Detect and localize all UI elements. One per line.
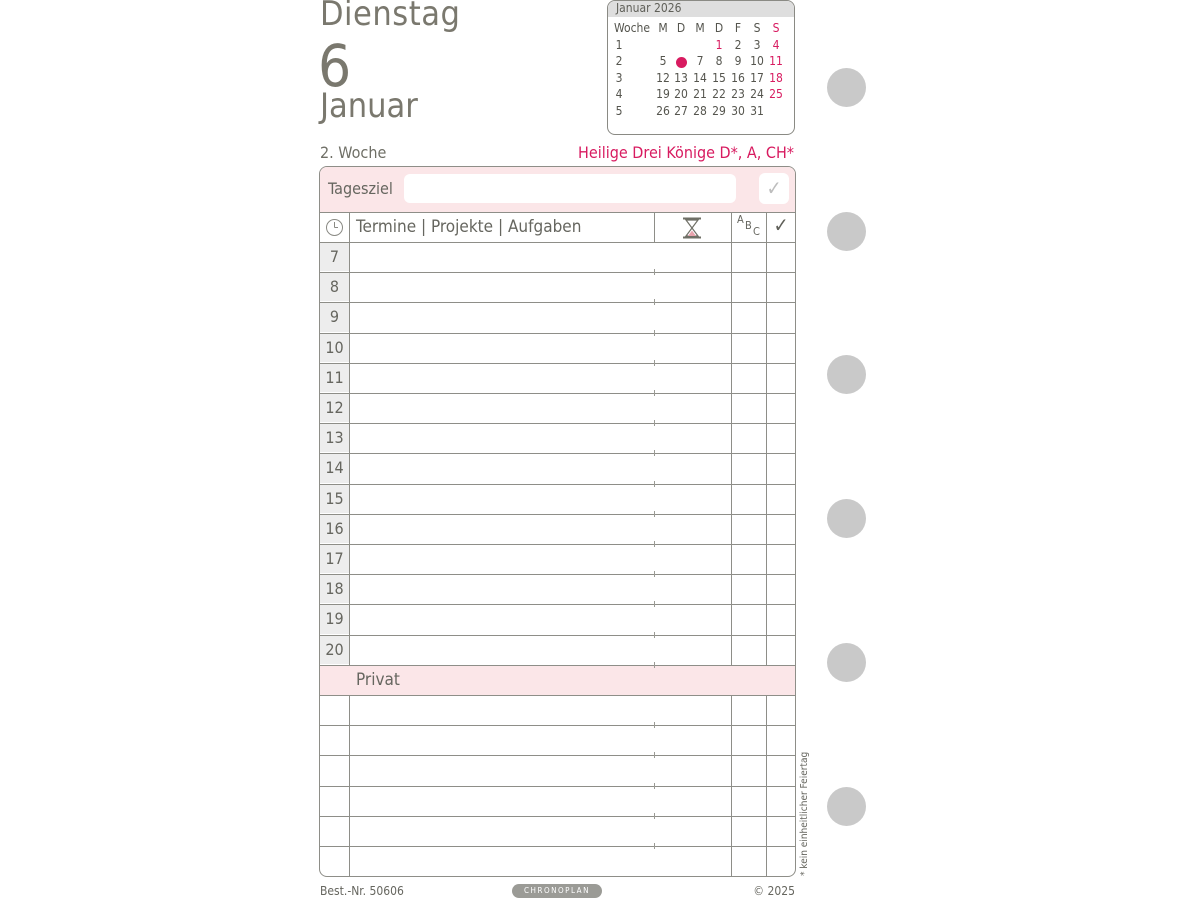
priority-c: C (753, 225, 760, 238)
row-divider (320, 846, 795, 847)
hour-label: 7 (329, 247, 340, 266)
punch-hole (827, 355, 866, 394)
priority-b: B (745, 219, 752, 232)
mini-calendar-day: 10 (750, 54, 764, 69)
duration-column-divider (654, 212, 655, 242)
duration-tick (654, 632, 655, 638)
row-divider (320, 786, 795, 787)
clock-icon (325, 218, 344, 237)
mini-calendar-day: 11 (769, 54, 783, 69)
mini-calendar-title: Januar 2026 (616, 1, 682, 15)
hour-label: 14 (325, 458, 344, 478)
hour-label: 8 (329, 277, 340, 297)
mini-calendar-day-header: S (772, 21, 780, 35)
hour-slot[interactable] (350, 604, 731, 633)
mini-calendar-day: 27 (674, 104, 688, 118)
day-planner (319, 166, 796, 877)
mini-calendar-day: 29 (712, 104, 726, 118)
holiday-label: Heilige Drei Könige D*, A, CH* (578, 143, 794, 162)
duration-tick (654, 541, 655, 547)
hour-label: 15 (325, 488, 344, 508)
private-section-label: Privat (356, 670, 400, 690)
daily-goal-check[interactable]: ✓ (759, 173, 789, 204)
hour-slot[interactable] (350, 544, 731, 573)
row-divider (320, 363, 795, 364)
row-divider (320, 725, 795, 726)
mini-calendar-day: 20 (674, 87, 688, 102)
mini-calendar-today-marker (676, 57, 687, 68)
row-divider (320, 574, 795, 575)
mini-calendar-week-number: 2 (615, 54, 623, 69)
mini-calendar-day-header: D (714, 21, 724, 35)
mini-calendar-day-header: M (658, 21, 668, 35)
holiday-footnote-text: * kein einheitlicher Feiertag (799, 751, 810, 876)
done-column-icon: ✓ (773, 213, 789, 237)
mini-calendar-day-header: F (734, 21, 742, 35)
hour-slot[interactable] (350, 574, 731, 603)
mini-calendar-day: 22 (712, 87, 726, 102)
mini-calendar-day: 14 (693, 70, 707, 85)
row-divider (320, 242, 795, 243)
row-divider (320, 272, 795, 273)
mini-calendar-day: 8 (715, 54, 723, 69)
row-divider (320, 423, 795, 424)
mini-calendar-day: 24 (750, 87, 764, 102)
row-divider (320, 635, 795, 636)
mini-calendar-day: 18 (769, 70, 783, 85)
duration-tick (654, 813, 655, 819)
duration-tick (654, 511, 655, 517)
weekday-title: Dienstag (320, 0, 461, 34)
mini-calendar-day: 12 (656, 70, 670, 85)
duration-tick (654, 390, 655, 396)
hour-slot[interactable] (350, 302, 731, 331)
hour-slot[interactable] (350, 514, 731, 543)
priority-a: A (737, 213, 744, 226)
duration-tick (654, 299, 655, 305)
mini-calendar-day: 19 (656, 87, 670, 102)
mini-calendar-day: 15 (712, 70, 726, 85)
mini-calendar-day: 30 (731, 104, 745, 118)
row-divider (320, 514, 795, 515)
duration-tick (654, 269, 655, 275)
duration-tick (654, 450, 655, 456)
duration-tick (654, 360, 655, 366)
mini-calendar-day: 4 (772, 37, 780, 52)
punch-hole (827, 787, 866, 826)
hour-label: 20 (325, 639, 344, 659)
row-divider (320, 484, 795, 485)
duration-tick (654, 662, 655, 668)
duration-tick (654, 843, 655, 849)
daily-goal-field[interactable] (404, 174, 736, 203)
mini-calendar-day: 21 (693, 87, 707, 102)
duration-tick (654, 783, 655, 789)
abc-priority-label (736, 213, 764, 239)
row-divider (320, 604, 795, 605)
month-title: Januar (320, 86, 418, 126)
mini-calendar-day: 1 (715, 37, 723, 52)
punch-hole (827, 212, 866, 251)
mini-calendar-day-header: M (695, 21, 705, 35)
mini-calendar-day: 7 (696, 54, 704, 69)
row-divider (320, 695, 795, 696)
hour-slot[interactable] (350, 272, 731, 301)
row-divider (320, 453, 795, 454)
hour-slot[interactable] (350, 242, 731, 271)
hour-label: 18 (325, 579, 344, 599)
hour-slot[interactable] (350, 484, 731, 513)
hour-label: 12 (325, 398, 344, 417)
copyright: © 2025 (753, 884, 795, 898)
mini-calendar-day-header: D (676, 21, 686, 35)
row-divider (320, 393, 795, 394)
mini-calendar-day-header: S (753, 21, 761, 35)
daily-goal-row (320, 167, 795, 213)
mini-calendar-week-number: 1 (615, 37, 623, 52)
hour-slot[interactable] (350, 453, 731, 482)
hour-slot[interactable] (350, 333, 731, 362)
daily-goal-label: Tagesziel (328, 179, 393, 198)
mini-calendar-day: 17 (750, 70, 764, 85)
hour-label: 10 (325, 337, 344, 357)
duration-tick (654, 481, 655, 487)
hour-label: 19 (325, 609, 344, 629)
mini-calendar-day: 5 (659, 54, 667, 69)
duration-tick (654, 752, 655, 758)
punch-hole (827, 499, 866, 538)
row-divider (320, 544, 795, 545)
duration-tick (654, 722, 655, 728)
mini-calendar-day: 9 (734, 54, 742, 69)
mini-calendar-day: 23 (731, 87, 745, 102)
duration-tick (654, 330, 655, 336)
mini-calendar-day: 16 (731, 70, 745, 85)
mini-calendar-day: 13 (674, 70, 688, 85)
mini-calendar-week-header: Woche (614, 21, 650, 35)
column-header-tasks: Termine | Projekte | Aufgaben (356, 217, 582, 237)
brand-logo: CHRONOPLAN (512, 884, 602, 898)
row-divider (320, 333, 795, 334)
hourglass-icon (682, 217, 702, 239)
hour-slot[interactable] (350, 363, 731, 392)
hour-slot[interactable] (350, 423, 731, 452)
mini-calendar-day: 3 (753, 37, 761, 52)
order-number: Best.-Nr. 50606 (320, 884, 404, 898)
mini-calendar-week-number: 5 (615, 104, 623, 118)
hour-label: 13 (325, 428, 344, 448)
mini-calendar-day: 28 (693, 104, 707, 118)
mini-calendar-week-number: 3 (615, 70, 623, 85)
duration-tick (654, 571, 655, 577)
mini-calendar-day: 26 (656, 104, 670, 118)
week-label: 2. Woche (320, 143, 387, 162)
mini-calendar-day: 25 (769, 87, 783, 102)
mini-calendar-week-number: 4 (615, 87, 623, 102)
holiday-footnote (797, 738, 815, 876)
duration-tick (654, 601, 655, 607)
row-divider (320, 755, 795, 756)
mini-calendar (607, 0, 795, 135)
row-divider (320, 302, 795, 303)
hour-label: 11 (325, 367, 344, 387)
mini-calendar-header (608, 1, 794, 17)
row-divider (320, 816, 795, 817)
mini-calendar-day: 31 (750, 104, 764, 118)
hour-slot[interactable] (350, 635, 731, 664)
hour-slot[interactable] (350, 393, 731, 422)
punch-hole (827, 68, 866, 107)
hour-label: 17 (325, 549, 344, 568)
hour-label: 16 (325, 518, 344, 538)
hour-label: 9 (329, 307, 340, 327)
duration-tick (654, 420, 655, 426)
row-divider (320, 665, 795, 666)
mini-calendar-day: 2 (734, 37, 742, 52)
day-number: 6 (318, 32, 352, 100)
punch-hole (827, 643, 866, 682)
